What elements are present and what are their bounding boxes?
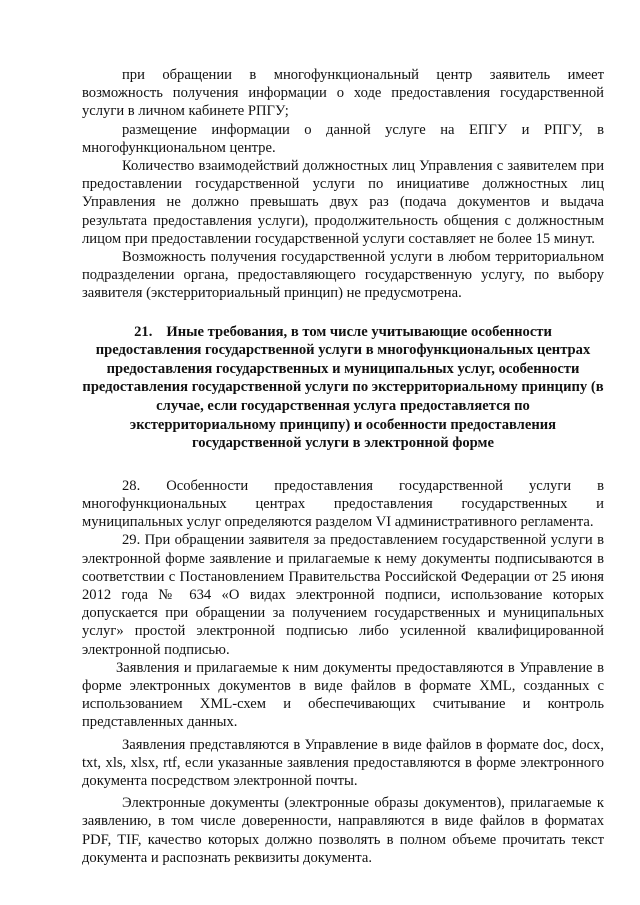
paragraph-extraterritorial: Возможность получения государственной услуги в любом территориальном подразделении органа, предоставляющего государственную услугу, по выбору заявителя (экстерриториальный принцип) не предусмотрена. bbox=[82, 249, 604, 302]
section-number: 21. bbox=[134, 323, 153, 340]
section-heading bbox=[82, 323, 604, 453]
paragraph-28: 28. Особенности предоставления государственной услуги в многофункциональных центрах предоставления государственных и муниципальных услуг определяются разделом VI административного регламента. bbox=[82, 477, 604, 531]
paragraph-electronic-docs: Электронные документы (электронные образы документов), прилагаемые к заявлению, в том числе доверенности, направляются в виде файлов в форматах PDF, TIF, качество которых должно позволять в полном объеме прочитать текст документа и распознать реквизиты документа. bbox=[82, 795, 604, 866]
paragraph-29: 29. При обращении заявителя за предоставлением государственной услуги в электронной форме заявление и прилагаемые к нему документы подписываются в соответствии с Постановлением Правительства Российской Федерации от 25 июня 2012 года № 634 «О видах электронной подписи, использование которых допускается при обращении за получением государственных и муниципальных услуг» простой электронной подписью либо усиленной квалифицированной электронной подписью. bbox=[82, 532, 604, 658]
paragraph-info-placement: размещение информации о данной услуге на ЕПГУ и РПГУ, в многофункциональном центре. bbox=[82, 121, 604, 156]
paragraph-interactions-count: Количество взаимодействий должностных лиц Управления с заявителем при предоставлении государственной услуги по инициативе должностных лиц Управления не должно превышать двух раз (подача документов и выдача результата предоставления услуги), продолжительность общения с должностным лицом при предоставлении государственной услуги составляет не более 15 минут. bbox=[82, 158, 604, 247]
paragraph-file-formats: Заявления представляются в Управление в виде файлов в формате doc, docx, txt, xls, xlsx, rtf, если указанные заявления предоставляются в форме электронного документа посредством электронной почты. bbox=[82, 736, 604, 790]
paragraph-xml-format: Заявления и прилагаемые к ним документы предоставляются в Управление в форме электронных документов в виде файлов в формате XML, созданных с использованием XML-схем и обеспечивающих считывание и контроль представленных данных. bbox=[82, 659, 604, 731]
paragraph-mfc-info: при обращении в многофункциональный центр заявитель имеет возможность получения информации о ходе предоставления государственной услуги в личном кабинете РПГУ; bbox=[82, 67, 604, 120]
document-page bbox=[82, 66, 604, 867]
section-title: Иные требования, в том числе учитывающие особенности предоставления государственной услуги в многофункциональных центрах предоставления государственных и муниципальных услуг, особенности предоставления государственной услуги по экстерриториальному принципу (в случае, если государственная услуга предоставляется по экстерриториальному принципу) и особенности предоставления государственной услуги в электронной форме bbox=[82, 323, 604, 452]
